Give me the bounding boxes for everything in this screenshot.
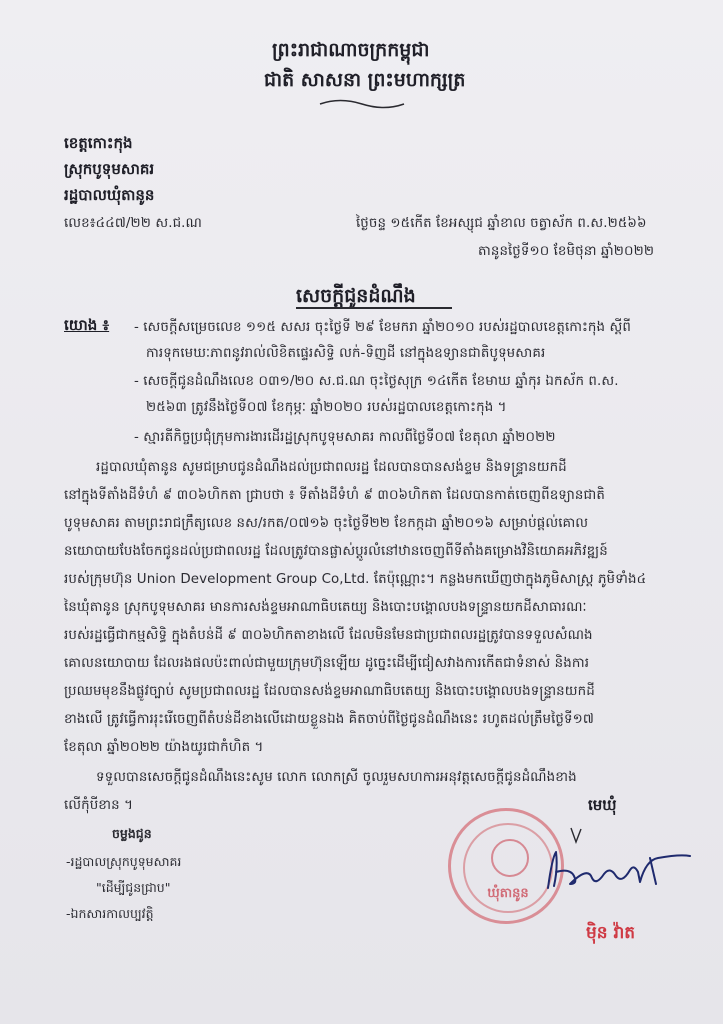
seal-text: ឃុំតានូន xyxy=(487,886,529,901)
title-underline xyxy=(296,307,452,309)
reference-item-3-line1: - ស្មារតីកិច្ចប្រជុំក្រុមការងារដើរដ្ឋស្រុកបូទុមសាគរ កាលពីថ្ងៃទី០៧ ខែតុលា ឆ្នាំ២០២២ xyxy=(134,430,556,445)
reference-number: លេខ៖៤៤៧/២២ ស.ជ.ណ xyxy=(64,216,202,231)
closing-line: លើកុំបីខាន ។ xyxy=(64,798,134,813)
body-line: គោលនយោបាយ ដែលរងផលប៉ះពាល់ជាមួយក្រុមហ៊ុនឡើយ ដូច្នេះដើម្បីជៀសវាងការកើតជាទំនាស់ និងការ xyxy=(64,656,590,671)
issuer-commune: រដ្ឋបាលឃុំតានូន xyxy=(64,186,155,204)
seal-emblem-icon xyxy=(491,839,529,877)
reference-item-1-line2: ការទុកមេឃៈភាពនូវរាល់លិខិតផ្ទេរសិទ្ធិ លក់-ទិញដី នៅក្នុងឧទ្យានជាតិបូទុមសាគរ xyxy=(146,346,546,361)
solar-date: តានូនថ្ងៃទី១០ ខែមិថុនា ឆ្នាំ២០២២ xyxy=(478,244,655,259)
recipients-heading: ចម្លងជូន xyxy=(112,826,152,841)
issuer-province: ខេត្តកោះកុង xyxy=(64,134,133,152)
reference-item-2-line2: ២៥៦៣ ត្រូវនឹងថ្ងៃទី០៧ ខែកុម្ភៈ ឆ្នាំ២០២០ របស់រដ្ឋបាលខេត្តកោះកុង ។ xyxy=(146,400,507,415)
body-line: របស់ក្រុមហ៊ុន Union Development Group Co,Ltd. តែប៉ុណ្ណោះ។ កន្លងមកឃើញថាក្នុងភូមិសាស្ត្រ ភូមិទាំង៤ xyxy=(64,572,647,587)
body-line: ប្រឈមមុខនឹងផ្លូវច្បាប់ សូមប្រជាពលរដ្ឋ ដែលបានសង់ខ្ទមអាណាធិបតេយ្យ និងបោះបង្គោលបងទន្ទ្រានយកដី xyxy=(64,684,595,699)
body-line: របស់រដ្ឋធ្វើជាកម្មសិទ្ធិ ក្នុងតំបន់ដី ៩ ៣០៦ហិកតាខាងលើ ដែលមិនមែនជាប្រជាពលរដ្ឋត្រូវបានទទួលសំណង xyxy=(64,628,593,643)
body-line: រដ្ឋបាលឃុំតានូន សូមជម្រាបជូនដំណឹងដល់ប្រជាពលរដ្ឋ ដែលបានបានសង់ខ្ទម និងទន្ទ្រានយកដី xyxy=(96,460,567,475)
recipient-item: -ឯកសារកាលប្បវត្តិ xyxy=(66,906,154,921)
body-line: នៃឃុំតានូន ស្រុកបូទុមសាគរ មានការសង់ខ្ទមអាណាធិបតេយ្យ និងបោះបង្គោលបងទន្ទ្រានយកដីសាធារណៈ xyxy=(64,600,587,615)
nation-religion-king-motto: ជាតិ សាសនា ព្រះមហាក្សត្រ xyxy=(264,69,466,91)
reference-item-1-line1: - សេចក្ដីសម្រេចលេខ ១១៥ សសរ ចុះថ្ងៃទី ២៩ ខែមករា ឆ្នាំ២០១០ របស់រដ្ឋបាលខេត្តកោះកុង ស្ដីពី xyxy=(134,320,631,335)
signatory-name: ម៉ិន វ៉ាត xyxy=(586,923,636,943)
body-line: ខែតុលា ឆ្នាំ២០២២ យ៉ាងយូរជាកំហិត ។ xyxy=(64,740,264,755)
kingdom-motto: ព្រះរាជាណាចក្រកម្ពុជា xyxy=(272,39,430,61)
reference-item-2-line1: - សេចក្ដីជូនដំណឹងលេខ ០៣១/២០ ស.ជ.ណ ចុះថ្ងៃសុក្រ ១៤កើត ខែមាឃ ឆ្នាំកុរ ឯកស័ក ព.ស. xyxy=(134,374,619,389)
recipient-item: -រដ្ឋបាលស្រុកបូទុមសាគរ xyxy=(66,854,182,869)
body-line: នៅក្នុងទីតាំងដីទំហំ ៩ ៣០៦ហិកតា ជ្រាបថា ៖ ទីតាំងដីទំហំ ៩ ៣០៦ហិកតា ដែលបានកាត់ចេញពីឧទ្យានជាតិ xyxy=(64,488,605,503)
body-line: នយោបាយបែងចែកជូនដល់ប្រជាពលរដ្ឋ ដែលត្រូវបានផ្លាស់ប្ដូរលំនៅឋានចេញពីទីតាំងគម្រោងវិនិយោគអភិវឌ្ឍន៍ xyxy=(64,544,608,559)
document-title: សេចក្ដីជូនដំណឹង xyxy=(296,285,416,307)
body-line: ខាងលើ ត្រូវធ្វើការរុះរើចេញពីតំបន់ដីខាងលើដោយខ្លួនឯង គិតចាប់ពីថ្ងៃជូនដំណឹងនេះ រហូតដល់ត្រឹមថ្ងៃទី១៧ xyxy=(64,712,594,727)
references-label: យោង ៖ xyxy=(64,316,110,334)
motto-ornament xyxy=(318,98,406,110)
lunar-date: ថ្ងៃចន្ទ ១៥កើត ខែអស្សុជ ឆ្នាំខាល ចត្វាស័ក ព.ស.២៥៦៦ xyxy=(356,216,647,231)
handwritten-signature xyxy=(530,838,700,898)
recipient-item: "ដើម្បីជូនជ្រាប" xyxy=(96,880,171,895)
signatory-title: មេឃុំ xyxy=(588,796,617,814)
issuer-district: ស្រុកបូទុមសាគរ xyxy=(64,160,155,178)
body-line: បូទុមសាគរ តាមព្រះរាជក្រឹត្យលេខ នស/រកត/០៧១៦ ចុះថ្ងៃទី២២ ខែកក្កដា ឆ្នាំ២០១៦ សម្រាប់ផ្ដល់គោល xyxy=(64,516,589,531)
closing-line: ទទួលបានសេចក្ដីជូនដំណឹងនេះសូម លោក លោកស្រី ចូលរួមសហការអនុវត្តសេចក្ដីជូនដំណឹងខាង xyxy=(96,770,577,785)
